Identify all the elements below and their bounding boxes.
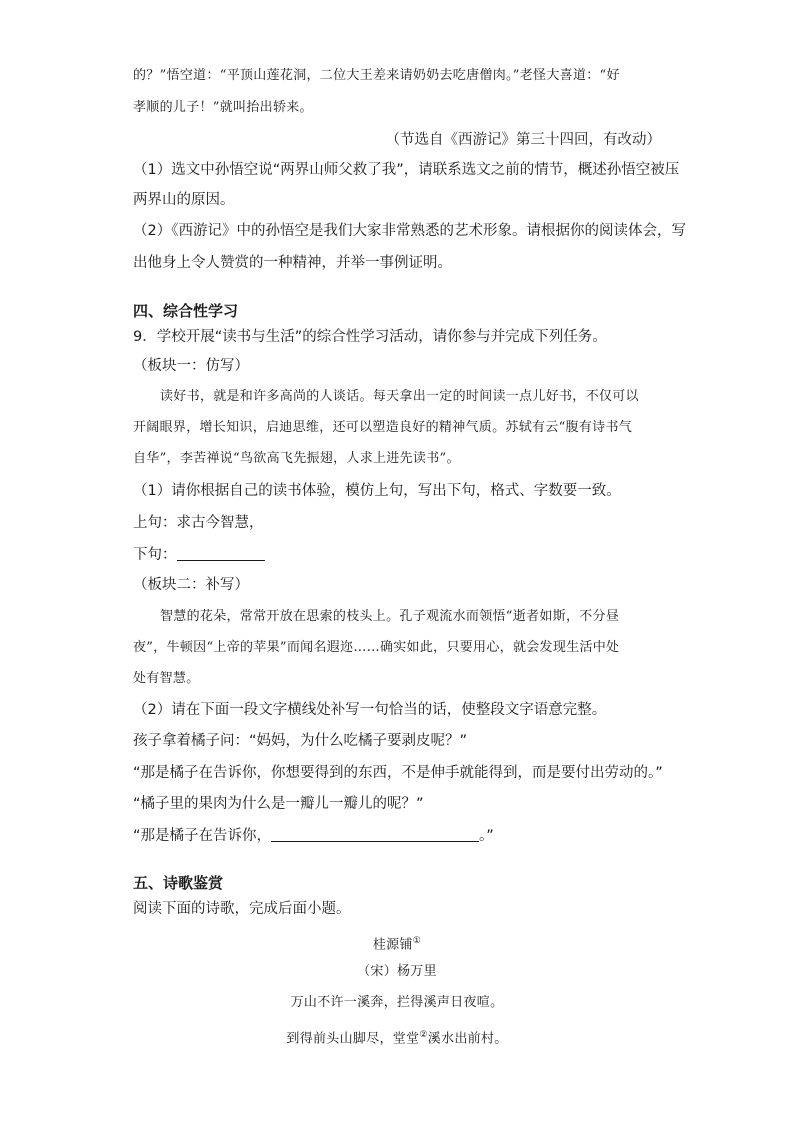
dialogue-text-end: 。” xyxy=(479,828,494,844)
lower-line-label: 下句： xyxy=(133,547,177,563)
question-1: （1）选文中孙悟空说“两界山师父救了我”，请联系选文之前的情节，概述孙悟空被压 xyxy=(133,162,680,178)
footnote-mark: ① xyxy=(412,936,422,946)
section-heading-4: 四、综合性学习 xyxy=(133,302,239,320)
poem-line-2-part: 到得前头山脚尽，堂堂 xyxy=(286,1031,420,1047)
block-2-label: （板块二：补写） xyxy=(133,577,249,593)
poem-line-2-part: 溪水出前村。 xyxy=(427,1031,508,1047)
poem-line-2 xyxy=(0,1025,794,1049)
poem-line-1: 万山不许一溪奔，拦得溪声日夜喧。 xyxy=(290,995,504,1010)
dialogue-text: “那是橘子在告诉你， xyxy=(133,828,272,844)
question-9: 9．学校开展“读书与生活”的综合性学习活动，请你参与并完成下列任务。 xyxy=(133,329,607,345)
block-1-label: （板块一：仿写） xyxy=(133,358,249,374)
upper-line: 上句：求古今智慧， xyxy=(133,515,264,531)
block-1-text-line: 开阔眼界，增长知识，启迪思维，还可以塑造良好的精神气质。苏轼有云“腹有诗书气 xyxy=(133,420,633,435)
question-2: （2）《西游记》中的孙悟空是我们大家非常熟悉的艺术形象。请根据你的阅读体会，写 xyxy=(133,223,686,239)
section-heading-5: 五、诗歌鉴赏 xyxy=(133,874,224,892)
task-1: （1）请你根据自己的读书体验，模仿上句，写出下句，格式、字数要一致。 xyxy=(133,483,621,499)
dialogue-line-with-blank xyxy=(133,826,494,846)
block-1-text-line: 自华”，李苦禅说“鸟欲高飞先振翅，人求上进先读书”。 xyxy=(133,451,460,466)
question-2-cont: 出他身上令人赞赏的一种精神，并举一事例证明。 xyxy=(133,255,452,271)
poem-author: （宋）杨万里 xyxy=(357,964,437,979)
block-2-text-line: 智慧的花朵，常常开放在思索的枝头上。孔子观流水而领悟“逝者如斯，不分昼 xyxy=(160,609,620,624)
answer-blank[interactable] xyxy=(177,545,265,561)
block-2-text-line: 夜”，牛顿因“上帝的苹果”而闻名遐迩……确实如此，只要用心，就会发现生活中处 xyxy=(133,640,620,655)
dialogue-line: “那是橘子在告诉你，你想要得到的东西，不是伸手就能得到，而是要付出劳动的。” xyxy=(133,765,663,781)
task-2: （2）请在下面一段文字横线处补写一句恰当的话，使整段文字语意完整。 xyxy=(133,702,607,718)
dialogue-line: 孩子拿着橘子问：“妈妈，为什么吃橘子要剥皮呢？” xyxy=(133,733,468,749)
footnote-mark: ② xyxy=(419,1030,428,1040)
block-2-text-line: 处有智慧。 xyxy=(133,671,200,686)
poem-instruction: 阅读下面的诗歌，完成后面小题。 xyxy=(133,901,351,917)
question-1-cont: 两界山的原因。 xyxy=(133,192,235,208)
lower-line xyxy=(133,545,265,565)
story-text-line: 的？”悟空道：“平顶山莲花洞，二位大王差来请奶奶去吃唐僧肉。”老怪大喜道：“好 xyxy=(133,68,620,83)
block-1-text-line: 读好书，就是和许多高尚的人谈话。每天拿出一定的时间读一点儿好书，不仅可以 xyxy=(160,389,639,404)
source-note: （节选自《西游记》第三十四回，有改动） xyxy=(385,132,661,148)
poem-title xyxy=(0,931,794,955)
story-text-line: 孝顺的儿子！”就叫抬出轿来。 xyxy=(133,100,313,115)
poem-title-text: 桂源铺 xyxy=(372,937,413,953)
dialogue-line: “橘子里的果肉为什么是一瓣儿一瓣儿的呢？” xyxy=(133,796,424,812)
answer-blank[interactable] xyxy=(271,826,479,842)
